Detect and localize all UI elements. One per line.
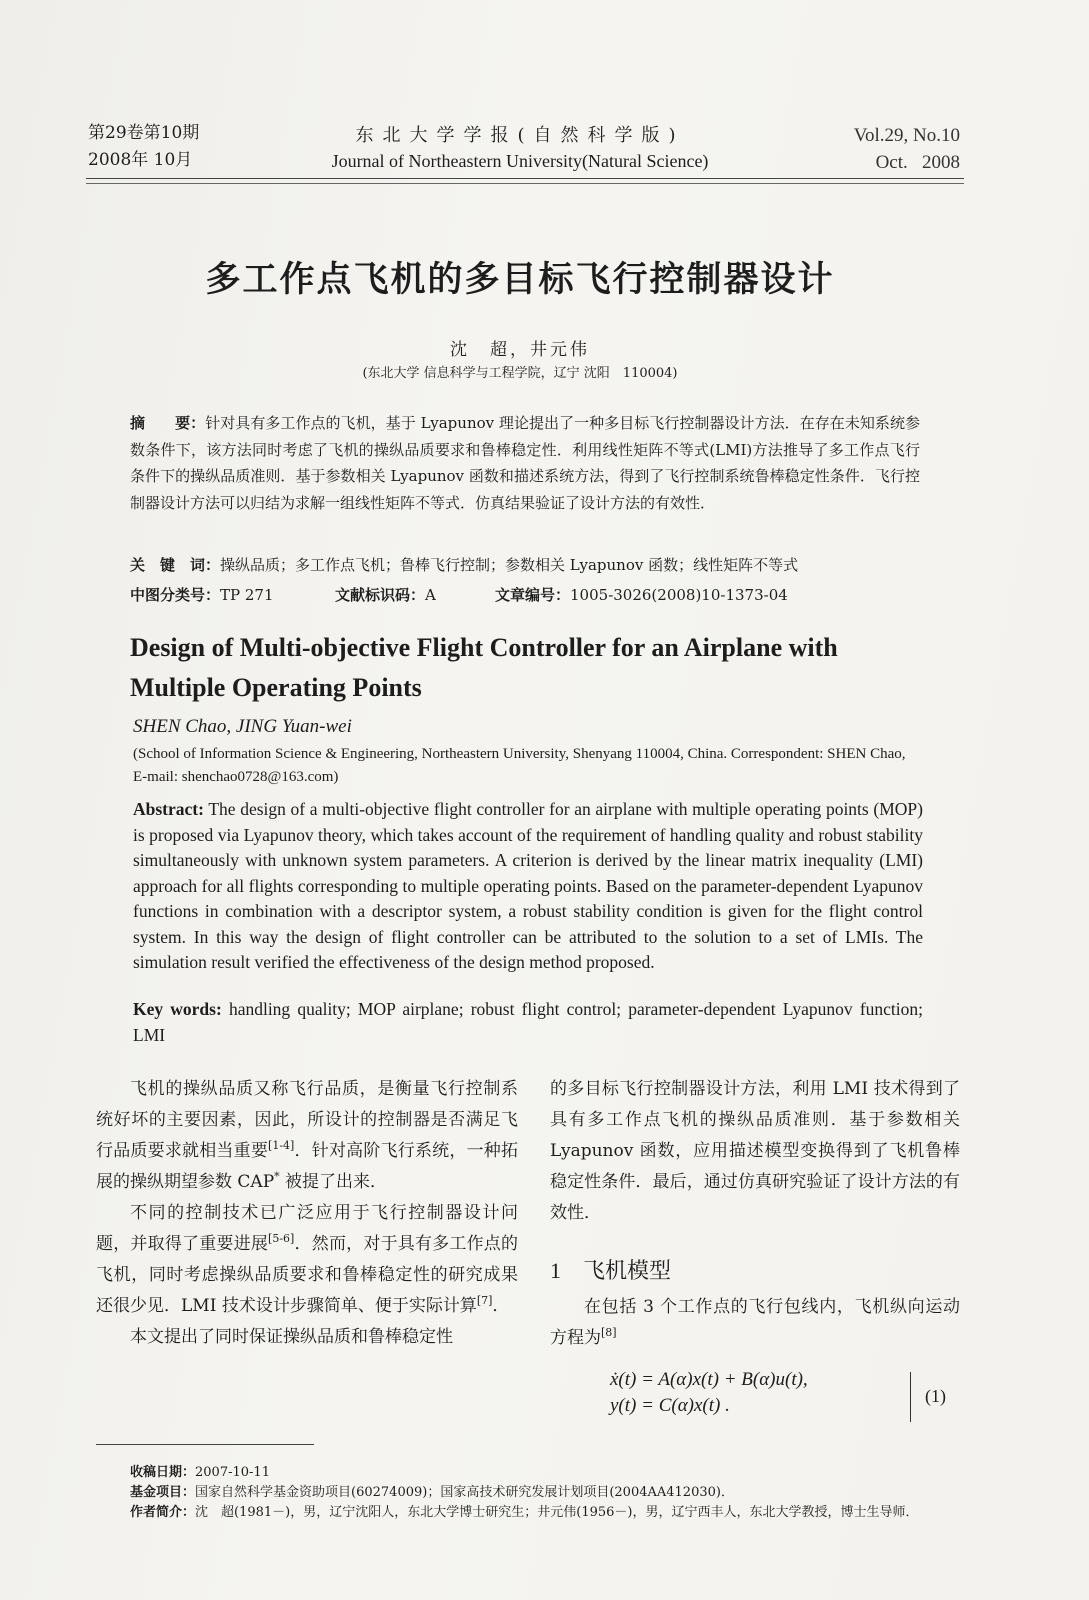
authors-cn: 沈 超，井元伟 xyxy=(450,340,590,360)
body-text: ．针对高阶飞行系统，一种拓展的操纵期望参数 CAP xyxy=(96,1141,519,1192)
header-rule-bottom xyxy=(86,183,964,184)
citation: [5-6] xyxy=(268,1232,295,1245)
footnote-rule xyxy=(96,1444,314,1445)
journal-name-cn: 东北大学学报(自然科学版) xyxy=(355,125,685,146)
footnote-label: 作者简介： xyxy=(130,1505,196,1520)
body-text: 在包括 3 个工作点的飞行包线内，飞机纵向运动方程为 xyxy=(550,1297,960,1348)
paper-title-cn: 多工作点飞机的多目标飞行控制器设计 xyxy=(205,260,835,300)
abstract-en-label: Abstract: xyxy=(133,799,204,819)
equation-brace xyxy=(905,1372,911,1422)
section-number: 1 xyxy=(550,1258,561,1283)
body-right-column: 的多目标飞行控制器设计方法，利用 LMI 技术得到了具有多工作点飞机的操纵品质准则．基于参数相关 Lyapunov 函数，应用描述模型变换得到了飞机鲁棒稳定性条件．最后，通过仿真研究验证了设计方法的有效性． xyxy=(550,1079,960,1223)
footnote-received xyxy=(130,1463,980,1482)
doc-code-value: A xyxy=(425,586,436,604)
equation-number: (1) xyxy=(925,1386,946,1406)
equation-line-1: ẋ(t) = A(α)x(t) + B(α)u(t), xyxy=(610,1369,808,1390)
equation-line-2: y(t) = C(α)x(t) . xyxy=(610,1395,730,1416)
body-paragraph xyxy=(550,1292,960,1354)
abstract-en xyxy=(133,797,923,976)
body-text: ．然而，对于具有多工作点的飞机，同时考虑操纵品质要求和鲁棒稳定性的研究成果还很少见．LMI 技术设计步骤简单、便于实际计算 xyxy=(96,1234,519,1316)
volume-en: Vol.29, No.10 xyxy=(853,125,960,146)
body-left-column xyxy=(96,1074,518,1353)
authors-en: SHEN Chao, JING Yuan-wei xyxy=(133,716,352,737)
abstract-cn xyxy=(130,410,920,516)
equation-1 xyxy=(610,1367,808,1419)
footnote-value: 国家自然科学基金资助项目(60274009)；国家高技术研究发展计划项目(2004AA412030)． xyxy=(195,1485,734,1500)
body-paragraph: 本文提出了同时保证操纵品质和鲁棒稳定性 xyxy=(130,1327,453,1347)
footnote-author xyxy=(130,1503,980,1522)
article-no-label: 文章编号： xyxy=(495,586,571,604)
affiliation-cn: (东北大学 信息科学与工程学院，辽宁 沈阳 110004) xyxy=(362,366,678,381)
body-text: 被提了出来． xyxy=(279,1172,388,1192)
paper-title-en: Design of Multi-objective Flight Controller for an Airplane with Multiple Operating Points xyxy=(130,633,838,702)
keywords-cn-text: 操纵品质；多工作点飞机；鲁棒飞行控制；参数相关 Lyapunov 函数；线性矩阵不等式 xyxy=(220,556,799,574)
clc-label: 中图分类号： xyxy=(130,586,221,604)
body-text: ． xyxy=(492,1296,510,1316)
keywords-cn xyxy=(130,554,920,575)
abstract-en-text: The design of a multi-objective flight controller for an airplane with multiple operating points (MOP) is proposed via Lyapunov theory, which takes account of the requirement of handling quality and robust stability simultaneously with unknown system parameters. A criterion is derived by the linear matrix inequality (LMI) approach for all flights corresponding to multiple operating points. Based on the parameter-dependent Lyapunov functions in combination with a descriptor system, a robust stability condition is given for the flight control system. In this way the design of flight controller can be attributed to the solution to a set of LMIs. The simulation result verified the effectiveness of the design method proposed. xyxy=(133,799,923,972)
journal-name-en: Journal of Northeastern University(Natural Science) xyxy=(331,151,709,171)
article-no-value: 1005-3026(2008)10-1373-04 xyxy=(570,586,788,604)
footnote-label: 基金项目： xyxy=(130,1485,196,1500)
keywords-en-label: Key words: xyxy=(133,999,222,1019)
citation: [7] xyxy=(476,1294,493,1307)
superscript-star: * xyxy=(274,1170,280,1183)
body-text: 飞机的操纵品质又称飞行品质，是衡量飞行控制系统好坏的主要因素，因此，所设计的控制器是否满足飞行品质要求就相当重要 xyxy=(96,1079,518,1161)
journal-name xyxy=(300,121,740,172)
footnote-value: 2007-10-11 xyxy=(195,1465,270,1480)
date-cn: 2008年 10月 xyxy=(88,150,193,170)
abstract-cn-text: 针对具有多工作点的飞机，基于 Lyapunov 理论提出了一种多目标飞行控制器设计方法．在存在未知系统参数条件下，该方法同时考虑了飞机的操纵品质要求和鲁棒稳定性．利用线性矩阵不等式(LMI)方法推导了多工作点飞行条件下的操纵品质准则．基于参数相关 Lyapunov 函数和描述系统方法，得到了飞行控制系统鲁棒稳定性条件．飞行控制器设计方法可以归结为求解一组线性矩阵不等式．仿真结果验证了设计方法的有效性． xyxy=(130,414,920,512)
section-title: 飞机模型 xyxy=(583,1259,672,1284)
doc-code-label: 文献标识码： xyxy=(335,586,426,604)
body-text: 不同的控制技术已广泛应用于飞行控制器设计问题，并取得了重要进展 xyxy=(96,1203,518,1254)
footnote-value: 沈 超(1981－)，男，辽宁沈阳人，东北大学博士研究生；井元伟(1956－)，男，辽宁西丰人，东北大学教授，博士生导师． xyxy=(195,1505,919,1520)
footnote-label: 收稿日期： xyxy=(130,1465,196,1480)
keywords-cn-label: 关 键 词： xyxy=(130,556,221,574)
citation: [8] xyxy=(601,1326,617,1339)
body-paragraph xyxy=(96,1198,518,1322)
volume-cn: 第29卷第10期 xyxy=(88,123,200,143)
header-rule-top xyxy=(86,178,964,179)
keywords-en-text: handling quality; MOP airplane; robust flight control; parameter-dependent Lyapunov function; LMI xyxy=(133,999,924,1045)
abstract-cn-label: 摘 要： xyxy=(130,414,206,432)
body-paragraph xyxy=(96,1074,518,1198)
affiliation-en: (School of Information Science & Engineering, Northeastern University, Shenyang 110004, China. Correspondent: SHEN Chao, E-mail: shenchao0728@163.com) xyxy=(133,746,906,785)
header-volume-en xyxy=(820,122,960,176)
section-heading xyxy=(550,1254,671,1285)
date-en: Oct. 2008 xyxy=(875,152,960,173)
citation: [1-4] xyxy=(268,1139,295,1152)
clc-value: TP 271 xyxy=(220,586,274,604)
keywords-en xyxy=(133,996,923,1048)
footnote-fund xyxy=(130,1483,980,1502)
section-1-text xyxy=(550,1292,960,1354)
header-volume-cn xyxy=(88,120,199,174)
classification-line xyxy=(130,584,920,605)
